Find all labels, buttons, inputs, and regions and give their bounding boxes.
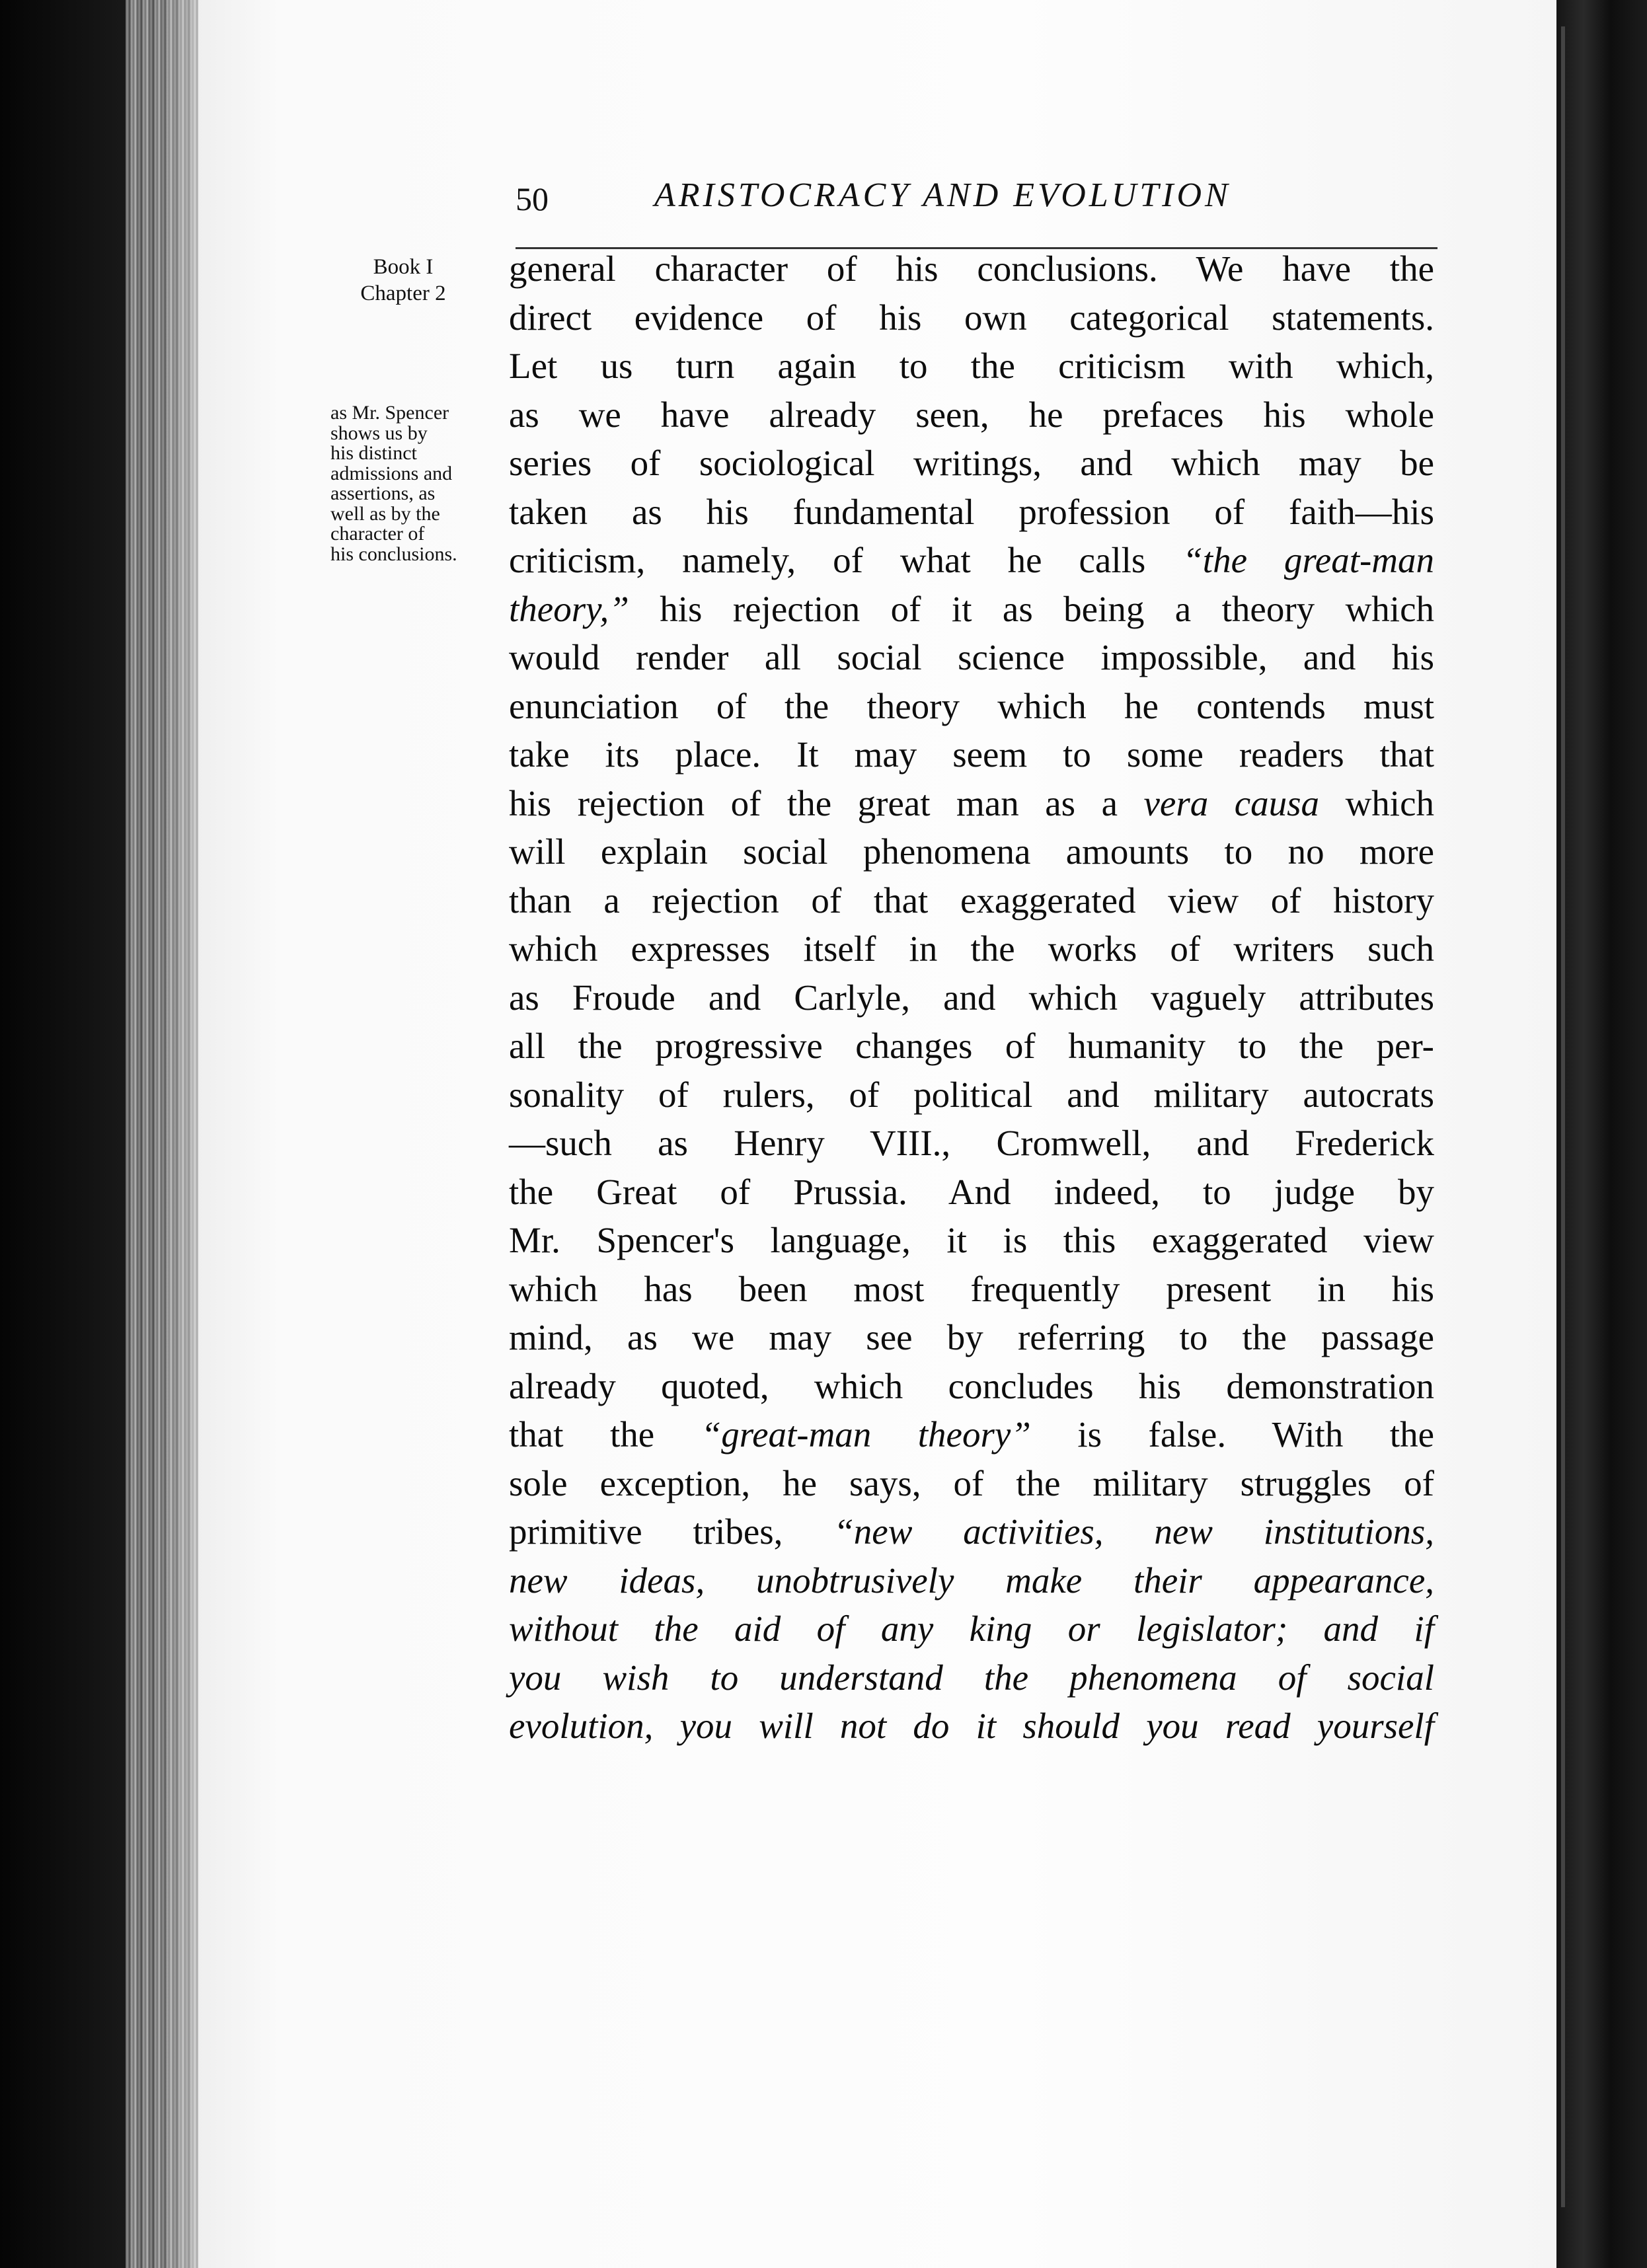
italic-run: “the great-man	[1182, 540, 1435, 580]
italic-run: evolution, you will not do it should you read yourself	[509, 1706, 1434, 1746]
text-run: the Great of Prussia. And indeed, to judge by	[509, 1171, 1434, 1212]
text-line	[509, 1556, 1434, 1605]
body-text	[509, 245, 1434, 1751]
text-line	[509, 1265, 1434, 1314]
running-head	[516, 173, 1447, 226]
text-line	[509, 1119, 1434, 1168]
text-run: Let us turn again to the criticism with which,	[509, 346, 1434, 386]
text-run: would render all social science impossible, and his	[509, 637, 1434, 677]
text-line	[509, 1507, 1434, 1556]
italic-run: “new activities, new institutions,	[833, 1511, 1434, 1552]
cover-edge-line	[1561, 26, 1565, 2207]
text-line	[509, 876, 1434, 925]
text-run: his rejection of the great man as a	[509, 782, 1144, 823]
sidenote-line: his conclusions.	[330, 543, 457, 565]
text-line	[509, 1071, 1434, 1119]
text-run: sole exception, he says, of the military struggles of	[509, 1462, 1434, 1503]
text-run: all the progressive changes of humanity to the per-	[509, 1026, 1434, 1066]
text-run: his rejection of it as being a theory which	[629, 588, 1434, 629]
text-line	[509, 245, 1434, 293]
text-line	[509, 730, 1434, 779]
text-line	[509, 1313, 1434, 1362]
text-line	[509, 585, 1434, 634]
sidenote-line: admissions and	[330, 462, 453, 484]
text-run: criticism, namely, of what he calls	[509, 540, 1183, 580]
italic-run: you wish to understand the phenomena of social	[509, 1657, 1434, 1698]
running-head-title: ARISTOCRACY AND EVOLUTION	[654, 176, 1231, 214]
text-line	[509, 1410, 1434, 1459]
text-line	[509, 779, 1434, 828]
text-run: will explain social phenomena amounts to no more	[509, 831, 1434, 872]
text-line	[509, 1653, 1434, 1702]
text-run: take its place. It may seem to some readers that	[509, 734, 1434, 775]
book-spine-shadow	[0, 0, 132, 2268]
text-line	[509, 1362, 1434, 1411]
italic-run: “great-man theory”	[701, 1414, 1031, 1455]
italic-run: without the aid of any king or legislator; and if	[509, 1608, 1434, 1649]
text-line	[509, 1459, 1434, 1508]
text-run: taken as his fundamental profession of faith—his	[509, 491, 1434, 532]
text-run: which expresses itself in the works of writers such	[509, 928, 1434, 969]
text-line	[509, 682, 1434, 731]
text-run: that the	[509, 1414, 701, 1455]
sidenote-line: as Mr. Spencer	[330, 402, 449, 424]
text-line	[509, 1022, 1434, 1071]
text-run: as we have already seen, he prefaces his whole	[509, 394, 1434, 435]
sidenote-line: well as by the	[330, 502, 440, 525]
text-run: enunciation of the theory which he contends must	[509, 685, 1434, 726]
sidenote-line: character of	[330, 523, 425, 545]
text-line	[509, 439, 1434, 488]
text-run: mind, as we may see by referring to the passage	[509, 1317, 1434, 1357]
sidenote-book-chapter	[344, 254, 463, 307]
text-run: sonality of rulers, of political and military autocrats	[509, 1074, 1434, 1115]
text-line	[509, 1216, 1434, 1265]
text-line	[509, 536, 1434, 585]
text-run: already quoted, which concludes his demonstration	[509, 1365, 1434, 1406]
sidenote-line: shows us by	[330, 422, 428, 444]
text-line	[509, 633, 1434, 682]
text-run: primitive tribes,	[509, 1511, 834, 1552]
text-run: series of sociological writings, and which may be	[509, 443, 1434, 483]
page-number: 50	[516, 180, 549, 217]
text-run: direct evidence of his own categorical statements.	[509, 297, 1434, 338]
text-line	[509, 342, 1434, 391]
italic-run: theory,”	[509, 588, 629, 629]
text-line	[509, 488, 1434, 537]
sidenote-line: Chapter 2	[360, 282, 446, 305]
text-line	[509, 1702, 1434, 1751]
sidenote-line: Book I	[373, 255, 434, 279]
sidenote-line: assertions, as	[330, 482, 436, 504]
text-run: as Froude and Carlyle, and which vaguely attributes	[509, 977, 1434, 1018]
text-run: which	[1319, 782, 1434, 823]
text-run: which has been most frequently present in his	[509, 1268, 1434, 1309]
text-line	[509, 973, 1434, 1022]
text-run: is false. With the	[1030, 1414, 1434, 1455]
text-line	[509, 391, 1434, 439]
sidenote-line: his distinct	[330, 442, 417, 464]
text-run: general character of his conclusions. We have the	[509, 248, 1434, 289]
text-line	[509, 827, 1434, 876]
text-run: Mr. Spencer's language, it is this exaggerated view	[509, 1220, 1434, 1260]
sidenote-spencer	[330, 403, 509, 564]
book-cover-right-edge	[1556, 0, 1647, 2268]
italic-run: vera causa	[1143, 782, 1320, 823]
text-run: —such as Henry VIII., Cromwell, and Frederick	[509, 1123, 1434, 1163]
text-line	[509, 1605, 1434, 1653]
text-line	[509, 293, 1434, 342]
italic-run: new ideas, unobtrusively make their appearance,	[509, 1560, 1434, 1601]
text-line	[509, 1168, 1434, 1217]
text-line	[509, 925, 1434, 973]
text-run: than a rejection of that exaggerated view of history	[509, 880, 1434, 921]
